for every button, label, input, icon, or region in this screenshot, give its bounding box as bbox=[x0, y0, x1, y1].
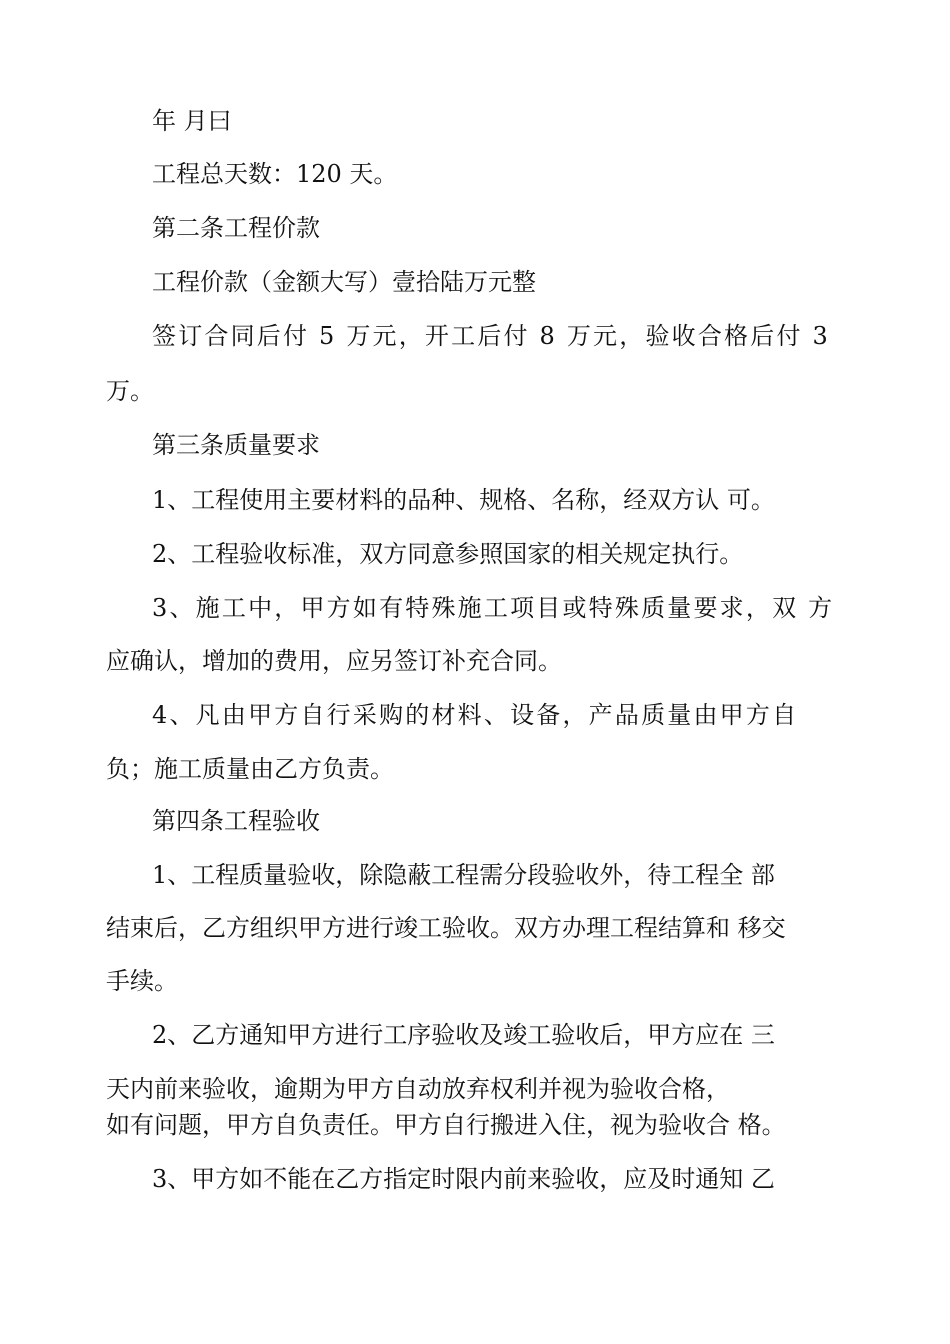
quality-item-3-cont: 应确认，增加的费用，应另签订补充合同。 bbox=[106, 647, 562, 675]
quality-item-3: 3、施工中，甲方如有特殊施工项目或特殊质量要求，双 方 bbox=[152, 594, 835, 622]
acceptance-item-3: 3、甲方如不能在乙方指定时限内前来验收，应及时通知 乙 bbox=[152, 1165, 775, 1193]
article-3-heading: 第三条质量要求 bbox=[152, 431, 320, 459]
acceptance-item-1: 1、工程质量验收，除隐蔽工程需分段验收外，待工程全 部 bbox=[152, 861, 775, 889]
acceptance-item-1-cont: 结束后，乙方组织甲方进行竣工验收。双方办理工程结算和 移交 bbox=[106, 914, 786, 942]
acceptance-item-2-cont: 天内前来验收，逾期为甲方自动放弃权利并视为验收合格， bbox=[106, 1075, 730, 1103]
article-2-heading: 第二条工程价款 bbox=[152, 214, 320, 242]
total-days-line: 工程总天数：120 天。 bbox=[152, 160, 398, 188]
quality-item-1: 1、工程使用主要材料的品种、规格、名称，经双方认 可。 bbox=[152, 486, 775, 514]
article-4-heading: 第四条工程验收 bbox=[152, 807, 320, 835]
quality-item-2: 2、工程验收标准，双方同意参照国家的相关规定执行。 bbox=[152, 540, 744, 568]
quality-item-4-cont: 负；施工质量由乙方负责。 bbox=[106, 755, 394, 783]
date-line: 年 月曰 bbox=[152, 107, 232, 135]
quality-item-4: 4、凡由甲方自行采购的材料、设备，产品质量由甲方自 bbox=[152, 701, 799, 729]
acceptance-item-2-cont2: 如有问题，甲方自负责任。甲方自行搬进入住，视为验收合 格。 bbox=[106, 1111, 786, 1139]
acceptance-item-1-cont2: 手续。 bbox=[106, 967, 178, 995]
price-amount-line: 工程价款（金额大写）壹拾陆万元整 bbox=[152, 268, 536, 296]
payment-schedule-line: 签订合同后付 5 万元，开工后付 8 万元，验收合格后付 3 bbox=[152, 322, 830, 350]
payment-schedule-cont: 万。 bbox=[106, 377, 154, 405]
acceptance-item-2: 2、乙方通知甲方进行工序验收及竣工验收后，甲方应在 三 bbox=[152, 1021, 775, 1049]
